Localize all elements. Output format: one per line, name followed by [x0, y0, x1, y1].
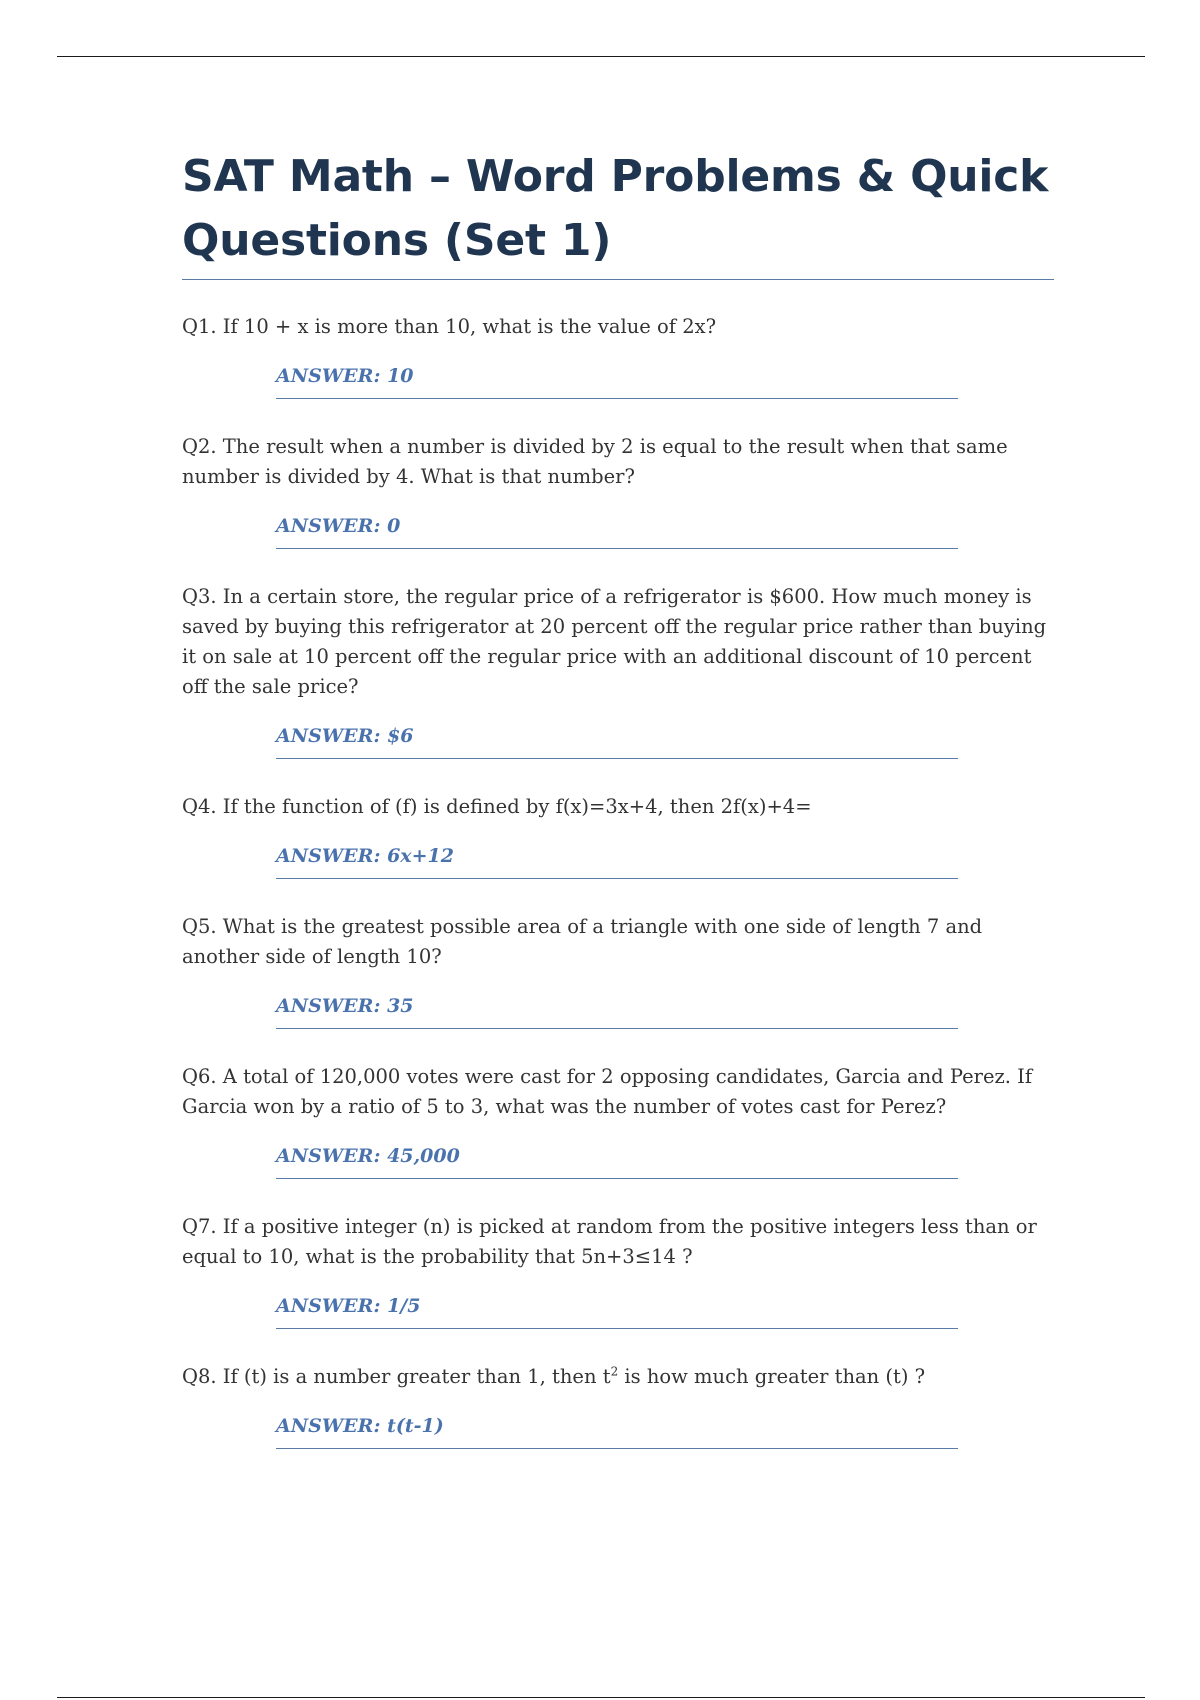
- question-3: [182, 582, 1054, 759]
- answer-text: ANSWER: 1/5: [276, 1292, 958, 1329]
- answer-text: ANSWER: 45,000: [276, 1142, 958, 1179]
- question-text: Q2. The result when a number is divided by 2 is equal to the result when that same number is divided by 4. What is that number?: [182, 435, 1008, 488]
- question-text-after: is how much greater than (t) ?: [618, 1365, 926, 1388]
- question-text: Q7. If a positive integer (n) is picked at random from the positive integers less than or equal to 10, what is the probability that 5n+3≤14 ?: [182, 1215, 1037, 1268]
- question-7: [182, 1212, 1054, 1329]
- question-8: [182, 1362, 1054, 1449]
- question-5: [182, 912, 1054, 1029]
- page-top-rule: [57, 56, 1145, 57]
- document-body: [182, 145, 1054, 1449]
- exponent: 2: [610, 1364, 619, 1379]
- page-bottom-rule: [57, 1697, 1145, 1698]
- answer-text: ANSWER: t(t-1): [276, 1412, 958, 1449]
- answer-text: ANSWER: 6x+12: [276, 842, 958, 879]
- question-text: [182, 1362, 1054, 1392]
- answer-text: ANSWER: $6: [276, 722, 958, 759]
- question-text: Q1. If 10 + x is more than 10, what is the value of 2x?: [182, 315, 717, 338]
- question-text: Q6. A total of 120,000 votes were cast for 2 opposing candidates, Garcia and Perez. If Garcia won by a ratio of 5 to 3, what was the number of votes cast for Perez?: [182, 1065, 1033, 1118]
- question-text: Q5. What is the greatest possible area of a triangle with one side of length 7 and another side of length 10?: [182, 915, 983, 968]
- question-text: Q3. In a certain store, the regular price of a refrigerator is $600. How much money is saved by buying this refrigerator at 20 percent off the regular price rather than buying it on sale at 10 percent off the regular price with an additional discount of 10 percent off the sale price?: [182, 585, 1047, 698]
- answer-text: ANSWER: 10: [276, 362, 958, 399]
- document-title: SAT Math – Word Problems & Quick Questions (Set 1): [182, 145, 1054, 280]
- question-2: [182, 432, 1054, 549]
- answer-text: ANSWER: 35: [276, 992, 958, 1029]
- question-6: [182, 1062, 1054, 1179]
- question-text: Q4. If the function of (f) is defined by f(x)=3x+4, then 2f(x)+4=: [182, 795, 812, 818]
- question-text-before: Q8. If (t) is a number greater than 1, then t: [182, 1365, 611, 1388]
- question-4: [182, 792, 1054, 879]
- answer-text: ANSWER: 0: [276, 512, 958, 549]
- question-1: [182, 312, 1054, 399]
